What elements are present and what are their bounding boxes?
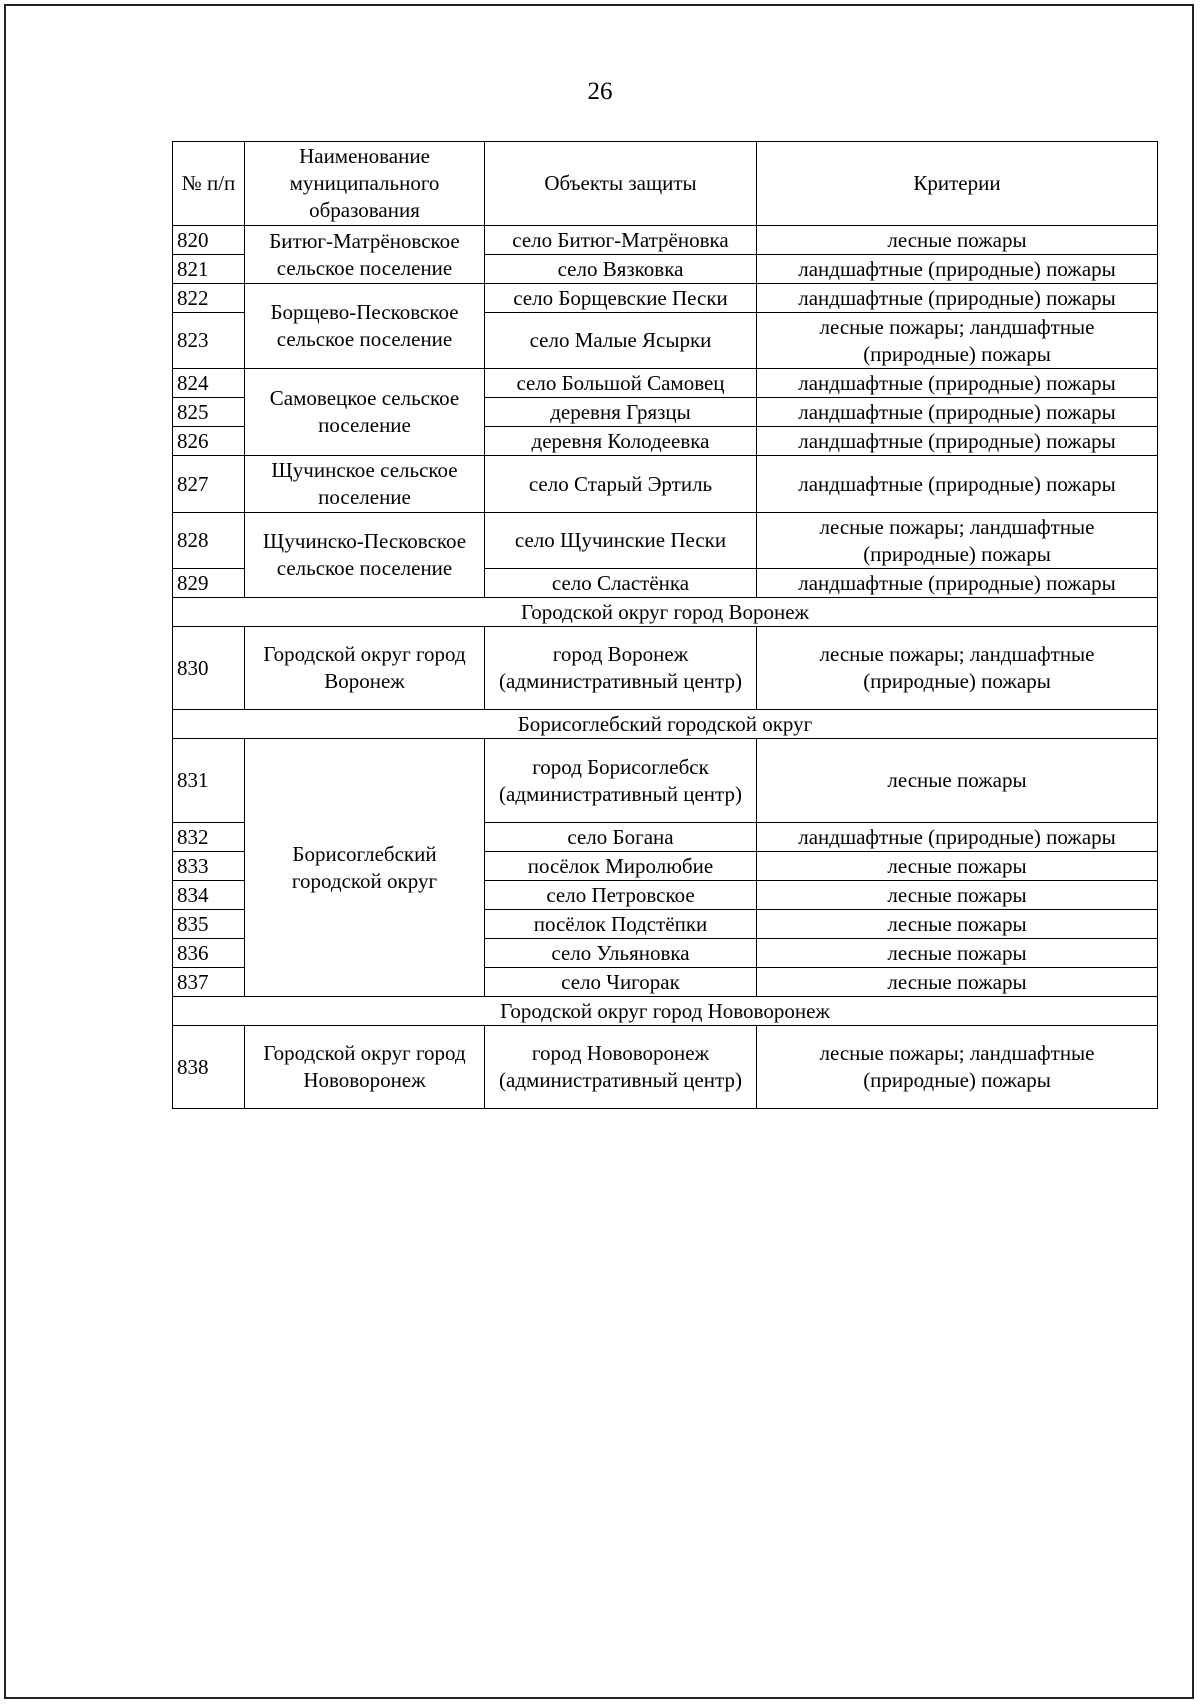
protection-object: село Богана	[485, 823, 757, 852]
row-number: 831	[173, 739, 245, 823]
municipality-name: Борщево-Песковское сельское поселение	[245, 284, 485, 369]
table-row	[173, 284, 1158, 313]
protection-object: село Большой Самовец	[485, 369, 757, 398]
row-number: 821	[173, 255, 245, 284]
row-number: 822	[173, 284, 245, 313]
row-number: 824	[173, 369, 245, 398]
header-criteria: Критерии	[757, 142, 1158, 226]
row-number: 838	[173, 1026, 245, 1109]
criteria-cell: лесные пожары; ландшафтные (природные) пожары	[757, 627, 1158, 710]
row-number: 829	[173, 569, 245, 598]
table-row	[173, 456, 1158, 513]
criteria-cell: лесные пожары	[757, 968, 1158, 997]
protection-object: город Борисоглебск (административный центр)	[485, 739, 757, 823]
table-row	[173, 1026, 1158, 1109]
criteria-cell: ландшафтные (природные) пожары	[757, 427, 1158, 456]
criteria-cell: ландшафтные (природные) пожары	[757, 456, 1158, 513]
row-number: 820	[173, 226, 245, 255]
row-number: 828	[173, 513, 245, 569]
protection-object: деревня Грязцы	[485, 398, 757, 427]
header-num: № п/п	[173, 142, 245, 226]
row-number: 837	[173, 968, 245, 997]
municipality-name: Самовецкое сельское поселение	[245, 369, 485, 456]
municipality-name: Битюг-Матрёновское сельское поселение	[245, 226, 485, 284]
criteria-cell: ландшафтные (природные) пожары	[757, 823, 1158, 852]
section-row	[173, 997, 1158, 1026]
criteria-cell: ландшафтные (природные) пожары	[757, 255, 1158, 284]
protection-object: село Сластёнка	[485, 569, 757, 598]
row-number: 834	[173, 881, 245, 910]
header-municipality: Наименование муниципального образования	[245, 142, 485, 226]
row-number: 827	[173, 456, 245, 513]
criteria-cell: лесные пожары	[757, 881, 1158, 910]
municipality-name: Борисоглебский городской округ	[245, 739, 485, 997]
protection-object: село Старый Эртиль	[485, 456, 757, 513]
protection-object: село Малые Ясырки	[485, 313, 757, 369]
row-number: 835	[173, 910, 245, 939]
protection-object: село Ульяновка	[485, 939, 757, 968]
protection-object: село Борщевские Пески	[485, 284, 757, 313]
section-row	[173, 598, 1158, 627]
criteria-cell: лесные пожары	[757, 739, 1158, 823]
section-row	[173, 710, 1158, 739]
municipality-name: Щучинское сельское поселение	[245, 456, 485, 513]
row-number: 825	[173, 398, 245, 427]
criteria-cell: ландшафтные (природные) пожары	[757, 398, 1158, 427]
header-objects: Объекты защиты	[485, 142, 757, 226]
criteria-cell: лесные пожары	[757, 226, 1158, 255]
table-row	[173, 226, 1158, 255]
table-row	[173, 739, 1158, 823]
criteria-cell: лесные пожары	[757, 852, 1158, 881]
table-row	[173, 369, 1158, 398]
protection-objects-table	[172, 141, 1158, 1109]
row-number: 830	[173, 627, 245, 710]
criteria-cell: лесные пожары	[757, 910, 1158, 939]
section-title: Борисоглебский городской округ	[173, 710, 1158, 739]
protection-object: село Щучинские Пески	[485, 513, 757, 569]
criteria-cell: лесные пожары	[757, 939, 1158, 968]
protection-object: село Чигорак	[485, 968, 757, 997]
protection-object: село Битюг-Матрёновка	[485, 226, 757, 255]
municipality-name: Щучинско-Песковское сельское поселение	[245, 513, 485, 598]
protection-object: посёлок Подстёпки	[485, 910, 757, 939]
protection-object: посёлок Миролюбие	[485, 852, 757, 881]
municipality-name: Городской округ город Нововоронеж	[245, 1026, 485, 1109]
table-header-row	[173, 142, 1158, 226]
row-number: 836	[173, 939, 245, 968]
protection-object: город Воронеж (административный центр)	[485, 627, 757, 710]
protection-object: село Вязковка	[485, 255, 757, 284]
row-number: 823	[173, 313, 245, 369]
criteria-cell: лесные пожары; ландшафтные (природные) пожары	[757, 513, 1158, 569]
criteria-cell: ландшафтные (природные) пожары	[757, 369, 1158, 398]
protection-object: село Петровское	[485, 881, 757, 910]
table-row	[173, 513, 1158, 569]
row-number: 826	[173, 427, 245, 456]
section-title: Городской округ город Нововоронеж	[173, 997, 1158, 1026]
municipality-name: Городской округ город Воронеж	[245, 627, 485, 710]
row-number: 832	[173, 823, 245, 852]
criteria-cell: лесные пожары; ландшафтные (природные) пожары	[757, 1026, 1158, 1109]
protection-object: деревня Колодеевка	[485, 427, 757, 456]
criteria-cell: ландшафтные (природные) пожары	[757, 569, 1158, 598]
page-number: 26	[587, 78, 613, 105]
criteria-cell: ландшафтные (природные) пожары	[757, 284, 1158, 313]
criteria-cell: лесные пожары; ландшафтные (природные) пожары	[757, 313, 1158, 369]
section-title: Городской округ город Воронеж	[173, 598, 1158, 627]
row-number: 833	[173, 852, 245, 881]
protection-object: город Нововоронеж (административный центр)	[485, 1026, 757, 1109]
table-row	[173, 627, 1158, 710]
